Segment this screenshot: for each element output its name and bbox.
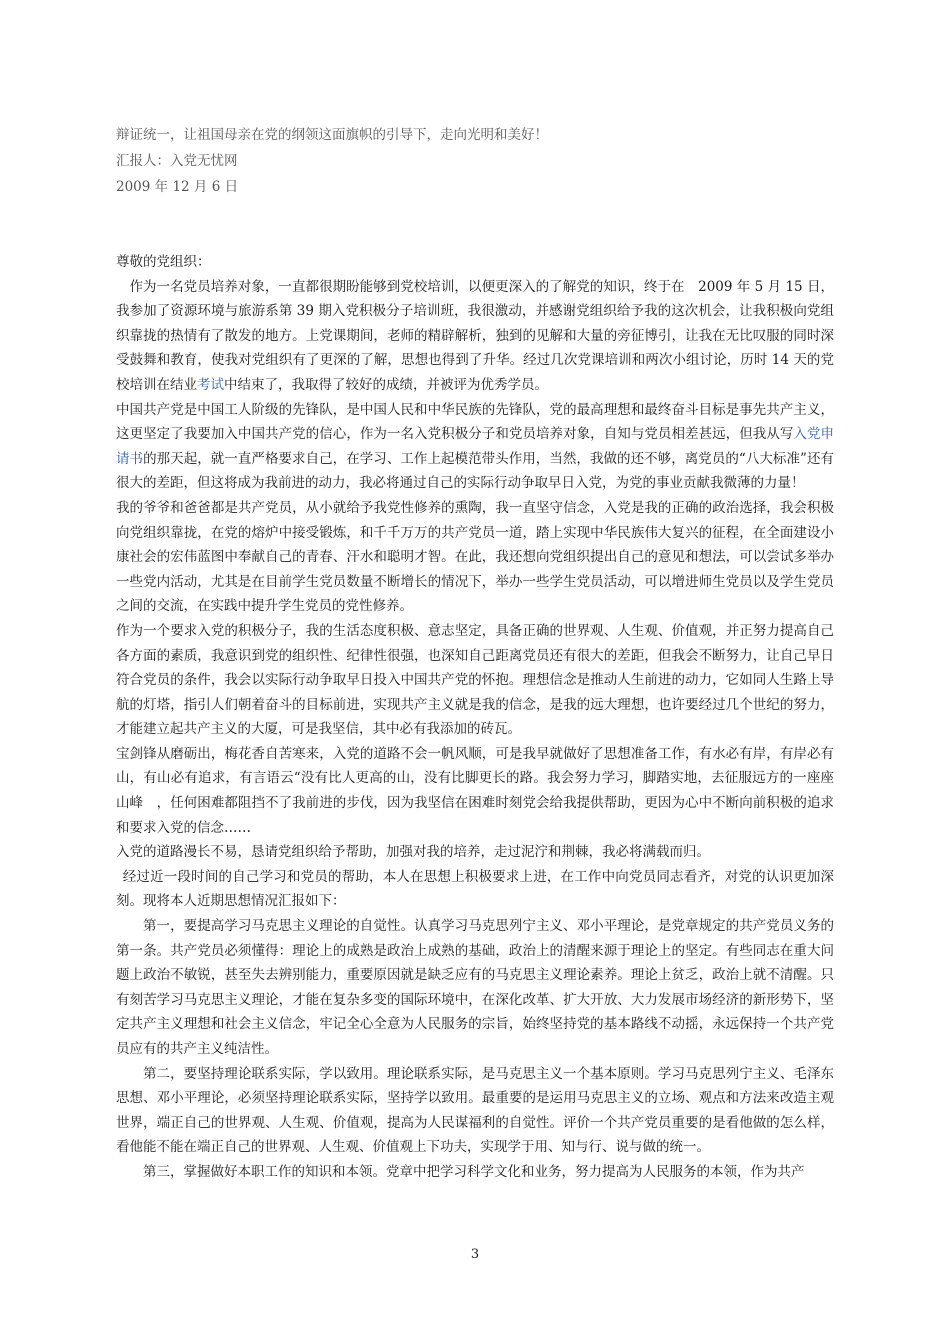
paragraph-6: 入党的道路漫长不易，恳请党组织给予帮助，加强对我的培养，走过泥泞和荆棘，我必将满载而归。 — [116, 844, 710, 861]
paragraph-5: 宝剑锋从磨砺出，梅花香自苦寒来，入党的道路不会一帆风顺，可是我早就做好了思想准备工作，有水必有岸，有岸必有山，有山必有追求，有言语云“没有比人更高的山，没有比脚更长的路。我会努力学习，脚踏实地，去征服远方的一座座山峰 ，任何困难都阻挡不了我前进的步伐，因为我坚信在困难时刻党会给我提供帮助，更因为心中不断向前积极的追求和要求入党的信念…… — [116, 745, 834, 836]
salutation: 尊敬的党组织： — [116, 254, 211, 270]
header-closing-line: 辩证统一，让祖国母亲在党的纲领这面旗帜的引导下，走向光明和美好！ — [116, 127, 548, 143]
paragraph-2-text: 中国共产党是中国工人阶级的先锋队，是中国人民和中华民族的先锋队，党的最高理想和最终奋斗目标是事先共产主义，这更坚定了我要加入中国共产党的信心，作为一名入党积极分子和党员培养对象，自知与党员相差甚远，但我从写 — [116, 401, 834, 443]
paragraph-1-text: 作为一名党员培养对象，一直都很期盼能够到党校培训，以便更深入的了解党的知识，终于在 2009 年 5 月 15 日，我参加了资源环境与旅游系第 39 期入党积极分子培训班，我很激动，并感谢党组织给予我的这次机会，让我积极向党组织靠拢的热情有了散发的地方。上党课期间，老师的精辟解析，独到的见解和大量的旁征博引，让我在无比叹服的同时深受鼓舞和教育，使我对党组织有了更深的了解，思想也得到了升华。经过几次党课培训和两次小组讨论，历时 14 天的党校培训在结业 — [116, 278, 834, 393]
paragraph-2-end: 的那天起，就一直严格要求自己，在学习、工作上起模范带头作用，当然，我做的还不够，离党员的“八大标准”还有很大的差距，但这将成为我前进的动力，我必将通过自己的实际行动争取早日入党，为党的事业贡献我微薄的力量！ — [116, 450, 835, 492]
paragraph-9: 第二，要坚持理论联系实际，学以致用。理论联系实际，是马克思主义一个基本原则。学习马克思列宁主义、毛泽东思想、邓小平理论，必须坚持理论联系实际，坚持学以致用。最重要的是运用马克思主义的立场、观点和方法来改造主观世界，端正自己的世界观、人生观、价值观，提高为人民谋福利的自觉性。评价一个共产党员重要的是看他做的怎么样，看他能不能在端正自己的世界观、人生观、价值观上下功夫，实现学于用、知与行、说与做的统一。 — [116, 1065, 834, 1156]
paragraph-8: 第一，要提高学习马克思主义理论的自觉性。认真学习马克思列宁主义、邓小平理论，是党章规定的共产党员义务的第一条。共产党员必须懂得：理论上的成熟是政治上成熟的基础，政治上的清醒来源于理论上的坚定。有些同志在重大问题上政治不敏锐，甚至失去辨别能力，重要原因就是缺乏应有的马克思主义理论素养。理论上贫乏，政治上就不清醒。只有刻苦学习马克思主义理论，才能在复杂多变的国际环境中，在深化改革、扩大开放、大力发展市场经济的新形势下，坚定共产主义理想和社会主义信念，牢记全心全意为人民服务的宗旨，始终坚持党的基本路线不动摇，永远保持一个共产党员应有的共产主义纯洁性。 — [116, 918, 834, 1057]
application-letter-link[interactable]: 入党申请书 — [116, 426, 835, 467]
report-body — [116, 250, 834, 1185]
document-page — [116, 0, 834, 1344]
reporter-line: 汇报人：入党无忧网 — [116, 153, 238, 169]
report-header — [116, 122, 834, 200]
paragraph-2 — [116, 398, 834, 496]
page-number: 3 — [470, 1247, 480, 1262]
paragraph-10: 第三，掌握做好本职工作的知识和本领。党章中把学习科学文化和业务，努力提高为人民服务的本领，作为共产 — [143, 1163, 805, 1180]
paragraph-1-end: 中结束了，我取得了较好的成绩，并被评为优秀学员。 — [224, 376, 548, 393]
exam-link[interactable]: 考试 — [197, 376, 224, 393]
paragraph-4: 作为一个要求入党的积极分子，我的生活态度积极、意志坚定，具备正确的世界观、人生观、价值观，并正努力提高自己各方面的素质，我意识到党的组织性、纪律性很强，也深知自己距离党员还有很大的差距，但我会不断努力，让自己早日符合党员的条件，我会以实际行动争取早日投入中国共产党的怀抱。理想信念是推动人生前进的动力，它如同人生路上导航的灯塔，指引人们朝着奋斗的目标前进，实现共产主义就是我的信念，是我的远大理想，也许要经过几个世纪的努力，才能建立起共产主义的大厦，可是我坚信，其中必有我添加的砖瓦。 — [116, 622, 834, 738]
report-date: 2009 年 12 月 6 日 — [116, 179, 239, 195]
paragraph-7: 经过近一段时间的自己学习和党员的帮助，本人在思想上积极要求上进，在工作中向党员同志看齐，对党的认识更加深刻。现将本人近期思想情况汇报如下： — [116, 868, 834, 910]
paragraph-1 — [116, 275, 834, 398]
paragraph-3: 我的爷爷和爸爸都是共产党员，从小就给予我党性修养的熏陶，我一直坚守信念，入党是我的正确的政治选择，我会积极向党组织靠拢，在党的熔炉中接受锻炼，和千千万万的共产党员一道，踏上实现中华民族伟大复兴的征程，在全面建设小康社会的宏伟蓝图中奉献自己的青春、汗水和聪明才智。在此，我还想向党组织提出自己的意见和想法，可以尝试多举办一些党内活动，尤其是在目前学生党员数量不断增长的情况下，举办一些学生党员活动，可以增进师生党员以及学生党员之间的交流，在实践中提升学生党员的党性修养。 — [116, 499, 834, 615]
